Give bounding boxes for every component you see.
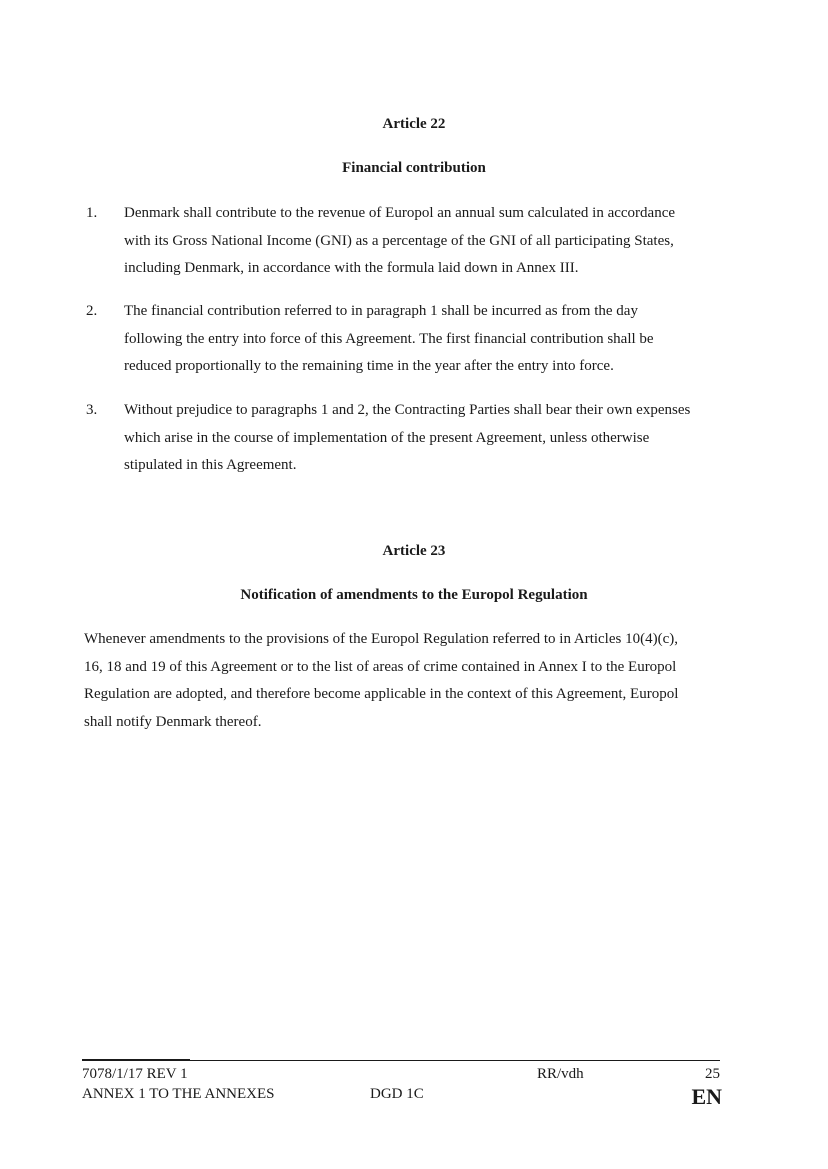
text-line: Regulation are adopted, and therefore become applicable in the context of this Agreement, Europol (84, 686, 679, 702)
paragraph-text (124, 298, 736, 381)
article-22-heading: Article 22 (382, 116, 446, 132)
text-line: Whenever amendments to the provisions of the Europol Regulation referred to in Articles 10(4)(c), (84, 631, 678, 647)
footer-annex: ANNEX 1 TO THE ANNEXES (82, 1086, 275, 1102)
footer-rule (82, 1059, 190, 1061)
text-line: including Denmark, in accordance with the formula laid down in Annex III. (124, 260, 579, 276)
footer-initials: RR/vdh (537, 1066, 584, 1082)
paragraph-text (124, 200, 736, 283)
text-line: with its Gross National Income (GNI) as a percentage of the GNI of all participating States, (124, 232, 674, 249)
text-line: following the entry into force of this Agreement. The first financial contribution shall be (124, 330, 654, 347)
footer-rule (190, 1060, 720, 1061)
paragraph-text (124, 397, 744, 480)
text-line: stipulated in this Agreement. (124, 457, 297, 473)
article-22-title: Financial contribution (342, 160, 486, 176)
article-23-text (84, 626, 734, 736)
footer-page-number: 25 (705, 1066, 720, 1082)
text-line: reduced proportionally to the remaining time in the year after the entry into force. (124, 358, 614, 374)
text-line: 16, 18 and 19 of this Agreement or to the list of areas of crime contained in Annex I to the Europol (84, 658, 677, 675)
footer-doc-ref: 7078/1/17 REV 1 (82, 1066, 188, 1082)
article-23-heading: Article 23 (382, 543, 446, 559)
article-23-title: Notification of amendments to the Europol Regulation (240, 587, 588, 603)
paragraph-number: 1. (86, 205, 98, 221)
paragraph-number: 2. (86, 303, 98, 319)
text-line: Denmark shall contribute to the revenue of Europol an annual sum calculated in accordance (124, 205, 676, 221)
text-line: which arise in the course of implementation of the present Agreement, unless otherwise (124, 429, 650, 446)
footer-dept: DGD 1C (370, 1086, 424, 1102)
text-line: The financial contribution referred to in paragraph 1 shall be incurred as from the day (124, 303, 638, 319)
paragraph-number: 3. (86, 402, 98, 418)
text-line: shall notify Denmark thereof. (84, 713, 262, 730)
text-line: Without prejudice to paragraphs 1 and 2, the Contracting Parties shall bear their own expenses (124, 402, 691, 418)
footer-language: EN (691, 1084, 722, 1109)
